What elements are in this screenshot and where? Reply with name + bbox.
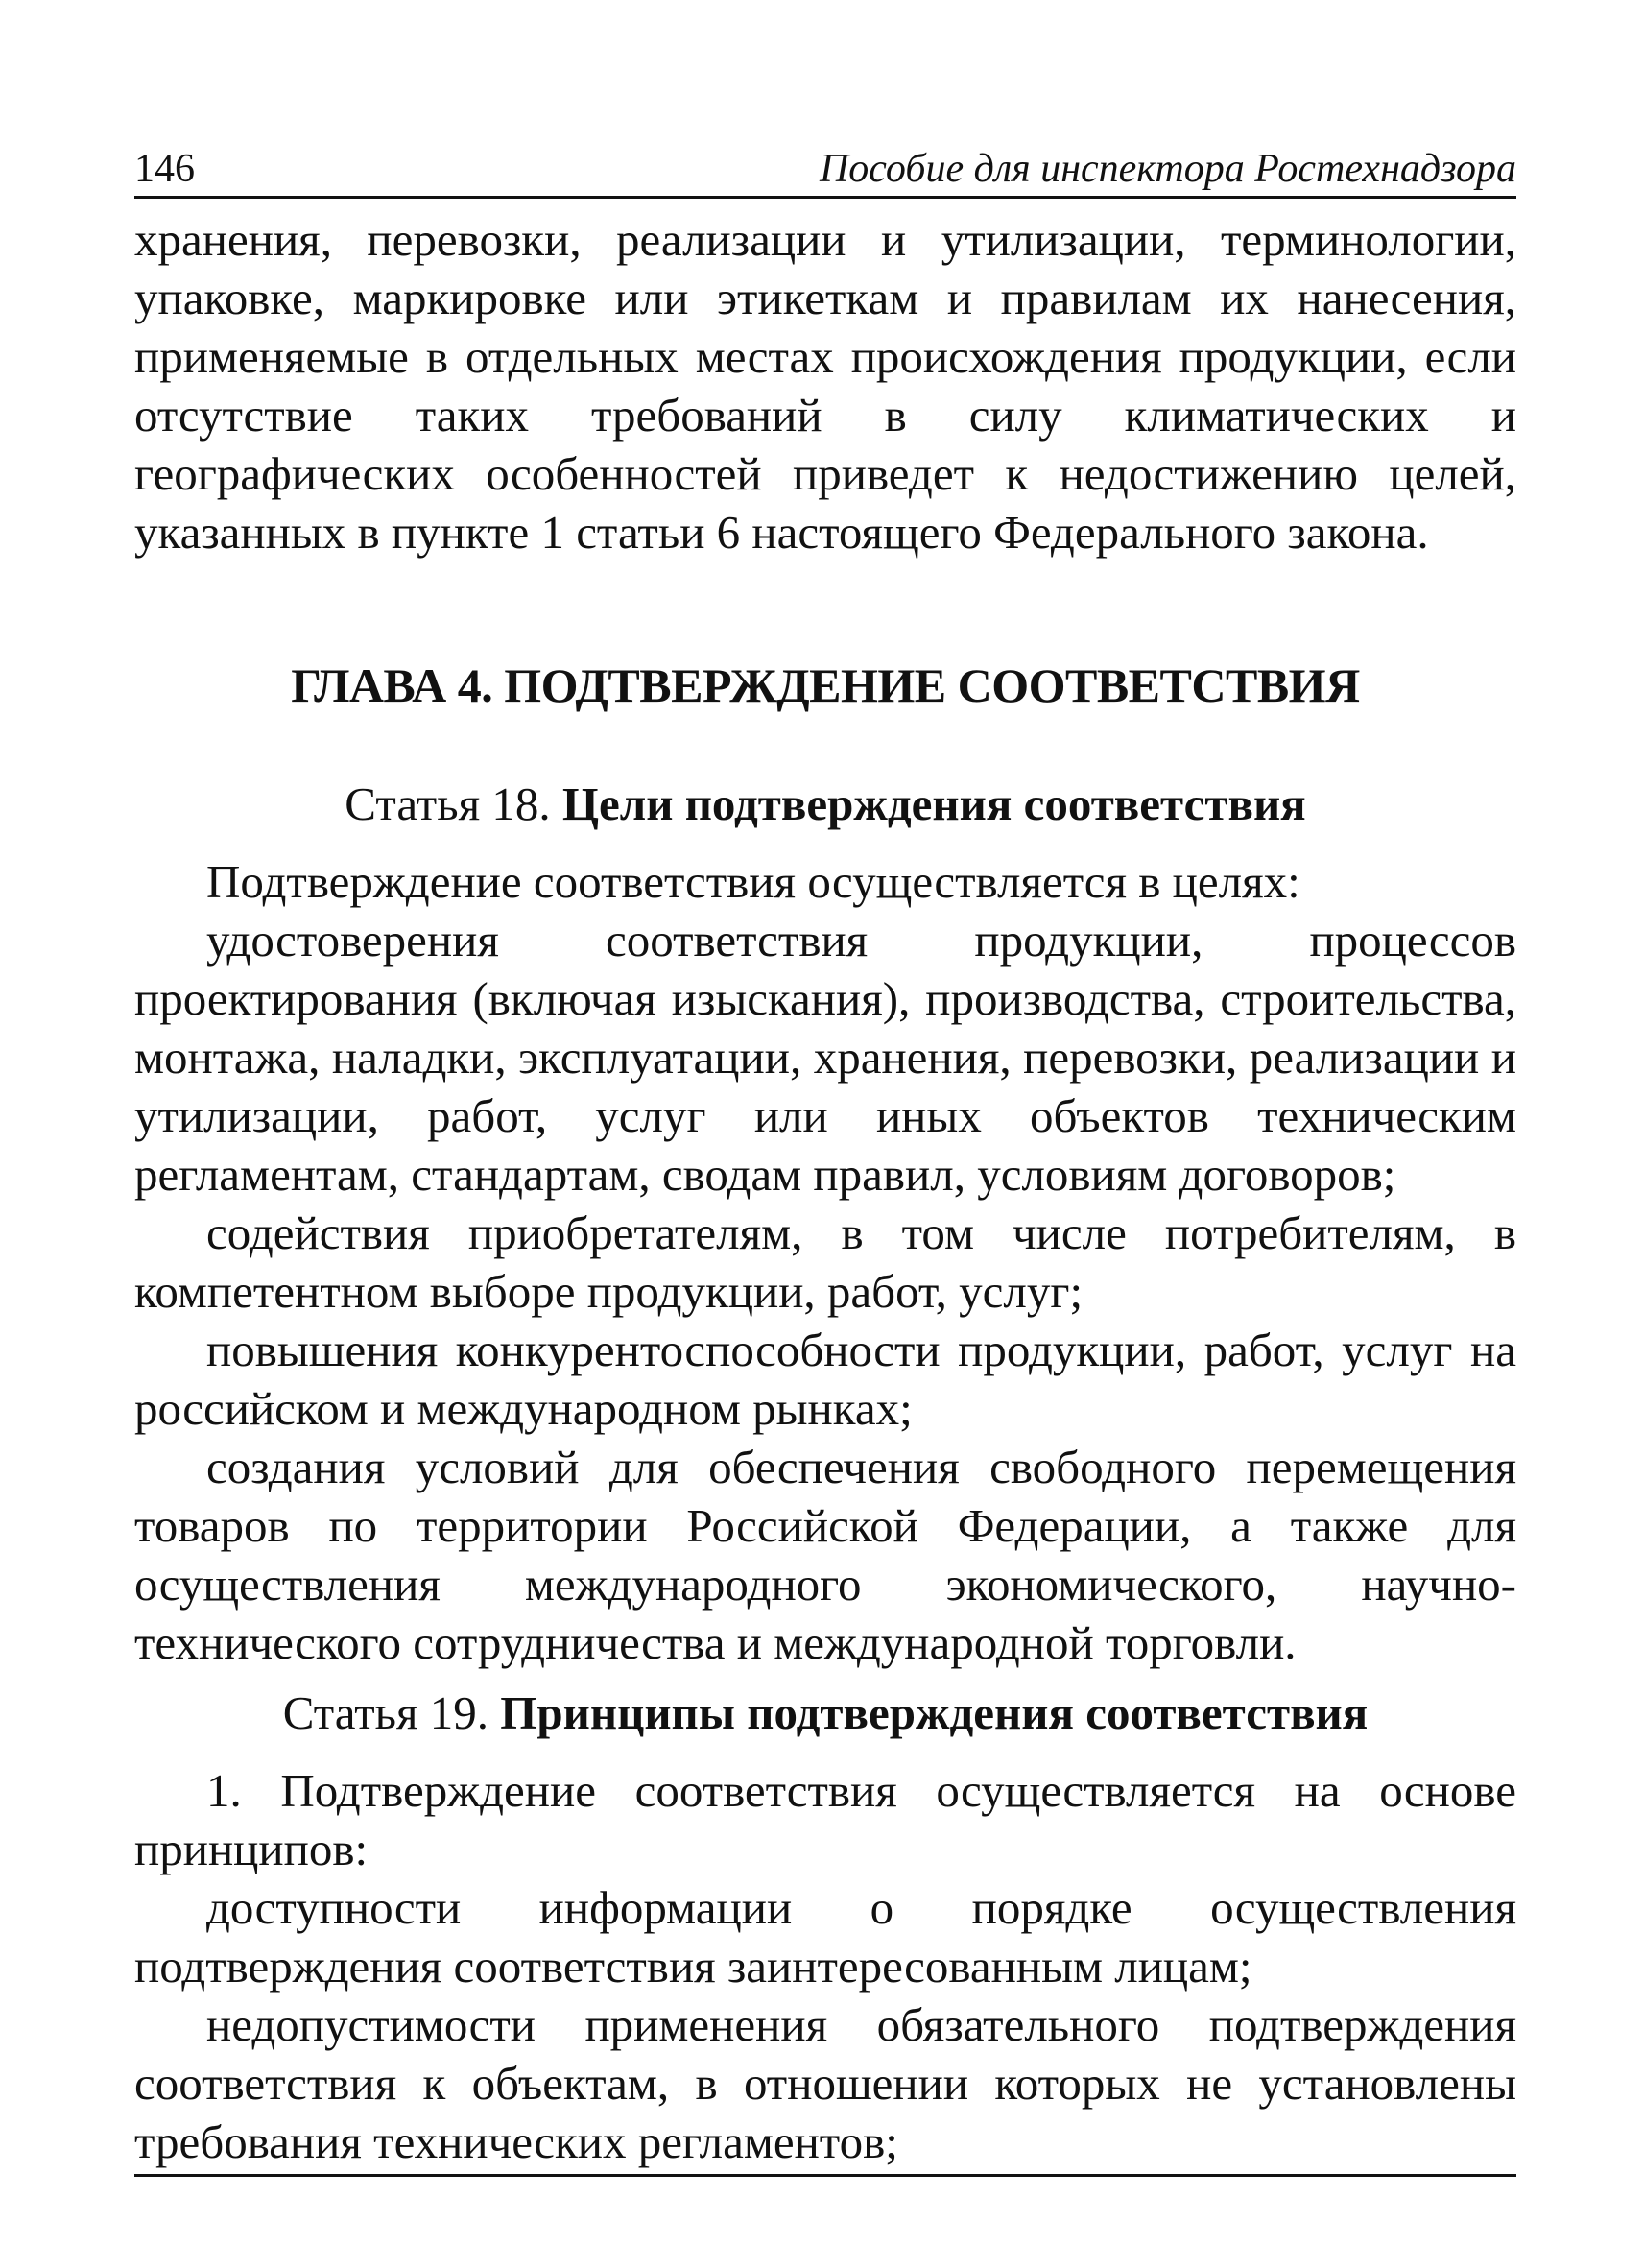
article-18-prefix: Статья 18. [345,777,551,830]
article-19-title: Принципы подтверждения соответствия [500,1686,1369,1739]
chapter-title: ГЛАВА 4. ПОДТВЕРЖДЕНИЕ СООТВЕТСТВИЯ [291,658,1360,712]
article-18-paragraph: удостоверения соответствия продукции, процессов проектирования (включая изыскания), производства, строительства, монтажа, наладки, эксплуатации, хранения, перевозки, реализации и утилизации, работ, услуг или иных объектов техническим регламентам, стандартам, сводам правил, условиям договоров; [134,914,1516,1201]
article-19-prefix: Статья 19. [282,1686,489,1739]
article-18-paragraph: создания условий для обеспечения свободного перемещения товаров по территории Российской Федерации, а также для осуществления международного экономического, научно-технического сотрудничества и международной торговли. [134,1441,1516,1669]
bottom-rule [134,2174,1516,2177]
page-number: 146 [134,147,195,191]
article-18-paragraph: содействия приобретателям, в том числе потребителям, в компетентном выборе продукции, работ, услуг; [134,1206,1516,1318]
book-page [134,134,1516,2171]
running-title: Пособие для инспектора Ростехнадзора [819,147,1516,191]
article-19-paragraph: 1. Подтверждение соответствия осуществляется на основе принципов: [134,1764,1516,1875]
article-18-paragraph: повышения конкурентоспособности продукции, работ, услуг на российском и международном рынках; [134,1324,1516,1435]
article-18-title: Цели подтверждения соответствия [561,777,1306,830]
article-18-heading [134,775,1516,833]
continuation-paragraph: хранения, перевозки, реализации и утилизации, терминологии, упаковке, маркировке или этикеткам и правилам их нанесения, применяемые в отдельных местах происхождения продукции, если отсутствие таких требований в силу климатических и географических особенностей приведет к недостижению целей, указанных в пункте 1 статьи 6 настоящего Федерального закона. [134,213,1516,559]
article-19-heading [134,1683,1516,1742]
article-18-paragraph: Подтверждение соответствия осуществляется в целях: [206,855,1300,908]
article-19-paragraph: недопустимости применения обязательного подтверждения соответствия к объектам, в отношении которых не установлены требования технических регламентов; [134,1998,1516,2168]
article-19-paragraph: доступности информации о порядке осуществления подтверждения соответствия заинтересованным лицам; [134,1881,1516,1993]
running-head [134,134,1516,199]
